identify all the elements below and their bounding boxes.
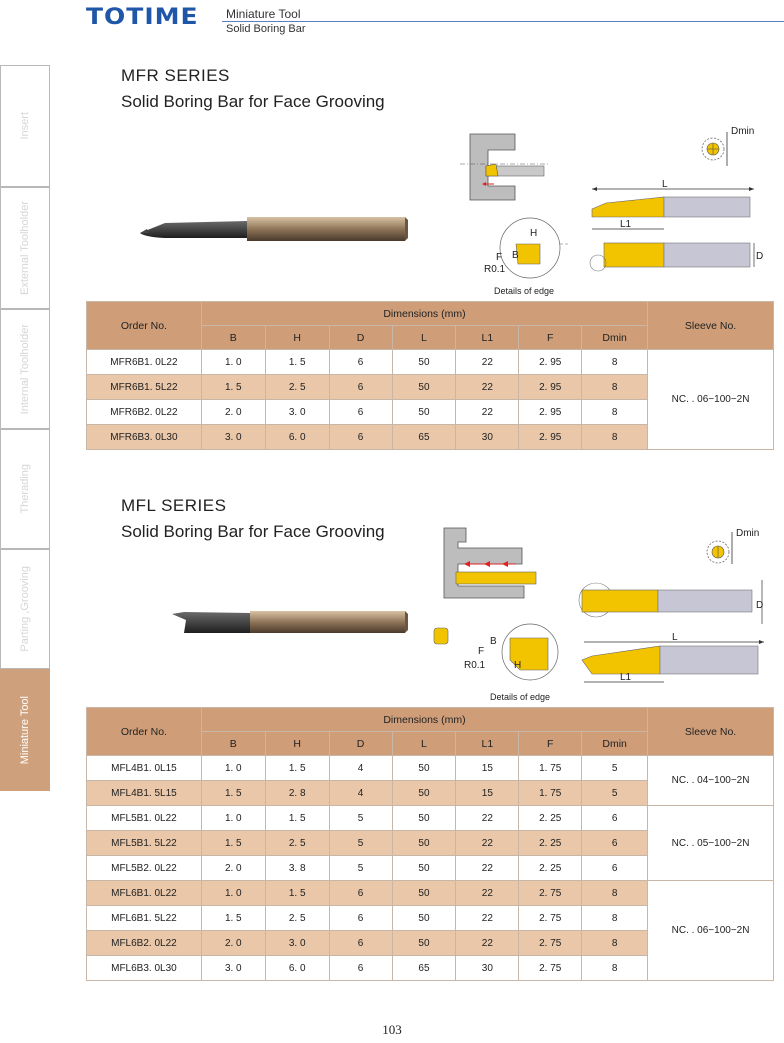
- mfr-product-photo: [135, 215, 410, 245]
- tab-label: Insert: [19, 112, 31, 140]
- f-label: F: [478, 646, 485, 657]
- cell-dmin: 6: [582, 856, 648, 881]
- dimensions-header: Dimensions (mm): [201, 302, 647, 326]
- cell-b: 3. 0: [201, 425, 265, 450]
- cell-dmin: 5: [582, 781, 648, 806]
- h-label: H: [530, 228, 538, 239]
- dmin-label: Dmin: [736, 528, 760, 539]
- cell-d: 6: [329, 425, 392, 450]
- cell-dmin: 6: [582, 806, 648, 831]
- cell-d: 6: [329, 931, 392, 956]
- tab-label: Internal Toolholder: [19, 323, 31, 415]
- cell-f: 2. 75: [519, 931, 582, 956]
- tab-label: Therading: [19, 464, 31, 514]
- col-dmin: Dmin: [582, 326, 648, 350]
- cell-dmin: 8: [582, 375, 648, 400]
- cell-b: 1. 0: [201, 806, 265, 831]
- cell-l1: 22: [456, 350, 519, 375]
- order-header: Order No.: [87, 302, 202, 350]
- cell-h: 2. 8: [265, 781, 329, 806]
- cell-l1: 22: [456, 831, 519, 856]
- cell-b: 1. 0: [201, 756, 265, 781]
- order-no: MFR6B1. 5L22: [87, 375, 202, 400]
- col-l: L: [392, 326, 456, 350]
- cell-b: 1. 0: [201, 881, 265, 906]
- cell-dmin: 8: [582, 906, 648, 931]
- radius-label: R0.1: [464, 660, 486, 671]
- tab-label: Parting ,Grooving: [19, 566, 31, 652]
- cell-l: 50: [392, 781, 456, 806]
- b-label: B: [512, 250, 519, 261]
- cell-b: 1. 5: [201, 375, 265, 400]
- col-f: F: [519, 326, 582, 350]
- mfl-spec-table: [86, 707, 774, 981]
- mfr-spec-table: [86, 301, 774, 450]
- order-no: MFR6B3. 0L30: [87, 425, 202, 450]
- cell-h: 2. 5: [265, 906, 329, 931]
- length-label: L: [662, 179, 668, 190]
- mfr-workpiece-diagram: [460, 128, 550, 203]
- cell-b: 2. 0: [201, 400, 265, 425]
- tab-threading[interactable]: [0, 429, 50, 549]
- cell-d: 5: [329, 831, 392, 856]
- order-no: MFR6B1. 0L22: [87, 350, 202, 375]
- tab-parting-grooving[interactable]: [0, 549, 50, 669]
- cell-b: 1. 5: [201, 906, 265, 931]
- l1-label: L1: [620, 672, 632, 683]
- h-label: H: [514, 660, 522, 671]
- mfr-edge-detail: [478, 214, 578, 298]
- cell-h: 3. 8: [265, 856, 329, 881]
- mfl-edge-detail: [430, 620, 565, 704]
- brand-logo: TOTIME: [86, 3, 199, 30]
- mfl-series-title: MFL SERIES: [121, 496, 227, 515]
- sleeve-header: Sleeve No.: [648, 302, 774, 350]
- cell-l: 65: [392, 425, 456, 450]
- length-label: L: [672, 632, 678, 643]
- f-label: F: [496, 252, 503, 263]
- cell-b: 2. 0: [201, 931, 265, 956]
- mfl-dmin-view: [700, 524, 770, 570]
- col-h: H: [265, 732, 329, 756]
- cell-l: 65: [392, 956, 456, 981]
- cell-dmin: 5: [582, 756, 648, 781]
- dmin-label: Dmin: [731, 126, 755, 137]
- cell-b: 1. 5: [201, 831, 265, 856]
- page-number: 103: [382, 1022, 402, 1037]
- cell-h: 3. 0: [265, 400, 329, 425]
- cell-b: 1. 0: [201, 350, 265, 375]
- cell-dmin: 8: [582, 425, 648, 450]
- edge-caption: Details of edge: [494, 286, 555, 296]
- tab-label: External Toolholder: [19, 201, 31, 295]
- cell-d: 4: [329, 756, 392, 781]
- cell-l: 50: [392, 906, 456, 931]
- order-no: MFL6B2. 0L22: [87, 931, 202, 956]
- cell-d: 6: [329, 350, 392, 375]
- cell-b: 1. 5: [201, 781, 265, 806]
- table-row: [87, 881, 774, 906]
- cell-l: 50: [392, 806, 456, 831]
- tab-label: Miniature Tool: [19, 695, 31, 765]
- order-no: MFL6B1. 0L22: [87, 881, 202, 906]
- d-label: D: [756, 600, 764, 611]
- mfl-product-photo: [168, 608, 413, 638]
- table-row: [87, 350, 774, 375]
- table-row: [87, 756, 774, 781]
- col-b: B: [201, 326, 265, 350]
- mfl-subtitle: Solid Boring Bar for Face Grooving: [121, 522, 385, 541]
- radius-label: R0.1: [484, 264, 506, 275]
- order-header: Order No.: [87, 708, 202, 756]
- col-l1: L1: [456, 732, 519, 756]
- header-rule: [222, 21, 784, 22]
- cell-l: 50: [392, 756, 456, 781]
- cell-b: 3. 0: [201, 956, 265, 981]
- cell-d: 6: [329, 400, 392, 425]
- order-no: MFL5B1. 0L22: [87, 806, 202, 831]
- cell-b: 2. 0: [201, 856, 265, 881]
- tab-internal-toolholder[interactable]: [0, 309, 50, 429]
- cell-h: 1. 5: [265, 881, 329, 906]
- cell-f: 2. 95: [519, 375, 582, 400]
- cell-dmin: 6: [582, 831, 648, 856]
- cell-dmin: 8: [582, 956, 648, 981]
- cell-dmin: 8: [582, 350, 648, 375]
- cell-f: 1. 75: [519, 781, 582, 806]
- cell-d: 5: [329, 856, 392, 881]
- cell-f: 2. 25: [519, 856, 582, 881]
- d-label: D: [756, 251, 764, 262]
- mfr-subtitle: Solid Boring Bar for Face Grooving: [121, 92, 385, 111]
- cell-d: 4: [329, 781, 392, 806]
- mfr-dmin-view: [693, 126, 763, 172]
- cell-h: 1. 5: [265, 806, 329, 831]
- cell-l: 50: [392, 831, 456, 856]
- cell-d: 6: [329, 956, 392, 981]
- cell-dmin: 8: [582, 400, 648, 425]
- col-d: D: [329, 326, 392, 350]
- col-l: L: [392, 732, 456, 756]
- cell-l: 50: [392, 400, 456, 425]
- cell-l1: 22: [456, 906, 519, 931]
- col-d: D: [329, 732, 392, 756]
- cell-d: 6: [329, 375, 392, 400]
- tab-external-toolholder[interactable]: [0, 187, 50, 309]
- col-b: B: [201, 732, 265, 756]
- mfl-workpiece-diagram: [440, 524, 540, 600]
- mfl-bar-views: [574, 578, 774, 686]
- tab-miniature-tool[interactable]: [0, 669, 50, 791]
- cell-h: 1. 5: [265, 756, 329, 781]
- tab-insert[interactable]: [0, 65, 50, 187]
- order-no: MFR6B2. 0L22: [87, 400, 202, 425]
- b-label: B: [490, 636, 497, 647]
- order-no: MFL6B3. 0L30: [87, 956, 202, 981]
- cell-l: 50: [392, 375, 456, 400]
- cell-d: 6: [329, 881, 392, 906]
- order-no: MFL4B1. 0L15: [87, 756, 202, 781]
- cell-l1: 15: [456, 781, 519, 806]
- cell-f: 2. 95: [519, 425, 582, 450]
- header-subcategory: Solid Boring Bar: [226, 23, 306, 35]
- cell-h: 2. 5: [265, 831, 329, 856]
- order-no: MFL4B1. 5L15: [87, 781, 202, 806]
- sleeve-no: NC. . 05−100−2N: [648, 806, 774, 881]
- cell-f: 2. 75: [519, 906, 582, 931]
- cell-f: 2. 95: [519, 350, 582, 375]
- cell-f: 2. 95: [519, 400, 582, 425]
- mfr-bar-views: [584, 177, 774, 277]
- cell-l1: 30: [456, 956, 519, 981]
- cell-f: 2. 75: [519, 881, 582, 906]
- cell-l: 50: [392, 881, 456, 906]
- sleeve-header: Sleeve No.: [648, 708, 774, 756]
- sleeve-no: NC. . 06−100−2N: [648, 881, 774, 981]
- cell-f: 2. 25: [519, 806, 582, 831]
- cell-l1: 22: [456, 931, 519, 956]
- order-no: MFL6B1. 5L22: [87, 906, 202, 931]
- cell-l1: 22: [456, 881, 519, 906]
- cell-l1: 22: [456, 806, 519, 831]
- cell-f: 2. 25: [519, 831, 582, 856]
- order-no: MFL5B2. 0L22: [87, 856, 202, 881]
- cell-dmin: 8: [582, 931, 648, 956]
- cell-f: 2. 75: [519, 956, 582, 981]
- cell-l1: 15: [456, 756, 519, 781]
- cell-h: 3. 0: [265, 931, 329, 956]
- table-row: [87, 806, 774, 831]
- cell-h: 2. 5: [265, 375, 329, 400]
- col-f: F: [519, 732, 582, 756]
- header-category: Miniature Tool: [226, 7, 301, 21]
- cell-h: 6. 0: [265, 956, 329, 981]
- cell-h: 1. 5: [265, 350, 329, 375]
- cell-h: 6. 0: [265, 425, 329, 450]
- sleeve-no: NC. . 06−100−2N: [648, 350, 774, 450]
- cell-l1: 22: [456, 375, 519, 400]
- sleeve-no: NC. . 04−100−2N: [648, 756, 774, 806]
- edge-caption: Details of edge: [490, 692, 551, 702]
- col-h: H: [265, 326, 329, 350]
- dimensions-header: Dimensions (mm): [201, 708, 647, 732]
- cell-d: 5: [329, 806, 392, 831]
- mfr-series-title: MFR SERIES: [121, 66, 230, 85]
- col-dmin: Dmin: [582, 732, 648, 756]
- cell-l1: 22: [456, 400, 519, 425]
- cell-l1: 22: [456, 856, 519, 881]
- l1-label: L1: [620, 219, 632, 230]
- cell-l: 50: [392, 350, 456, 375]
- col-l1: L1: [456, 326, 519, 350]
- cell-l: 50: [392, 931, 456, 956]
- order-no: MFL5B1. 5L22: [87, 831, 202, 856]
- cell-l: 50: [392, 856, 456, 881]
- cell-f: 1. 75: [519, 756, 582, 781]
- cell-l1: 30: [456, 425, 519, 450]
- cell-d: 6: [329, 906, 392, 931]
- cell-dmin: 8: [582, 881, 648, 906]
